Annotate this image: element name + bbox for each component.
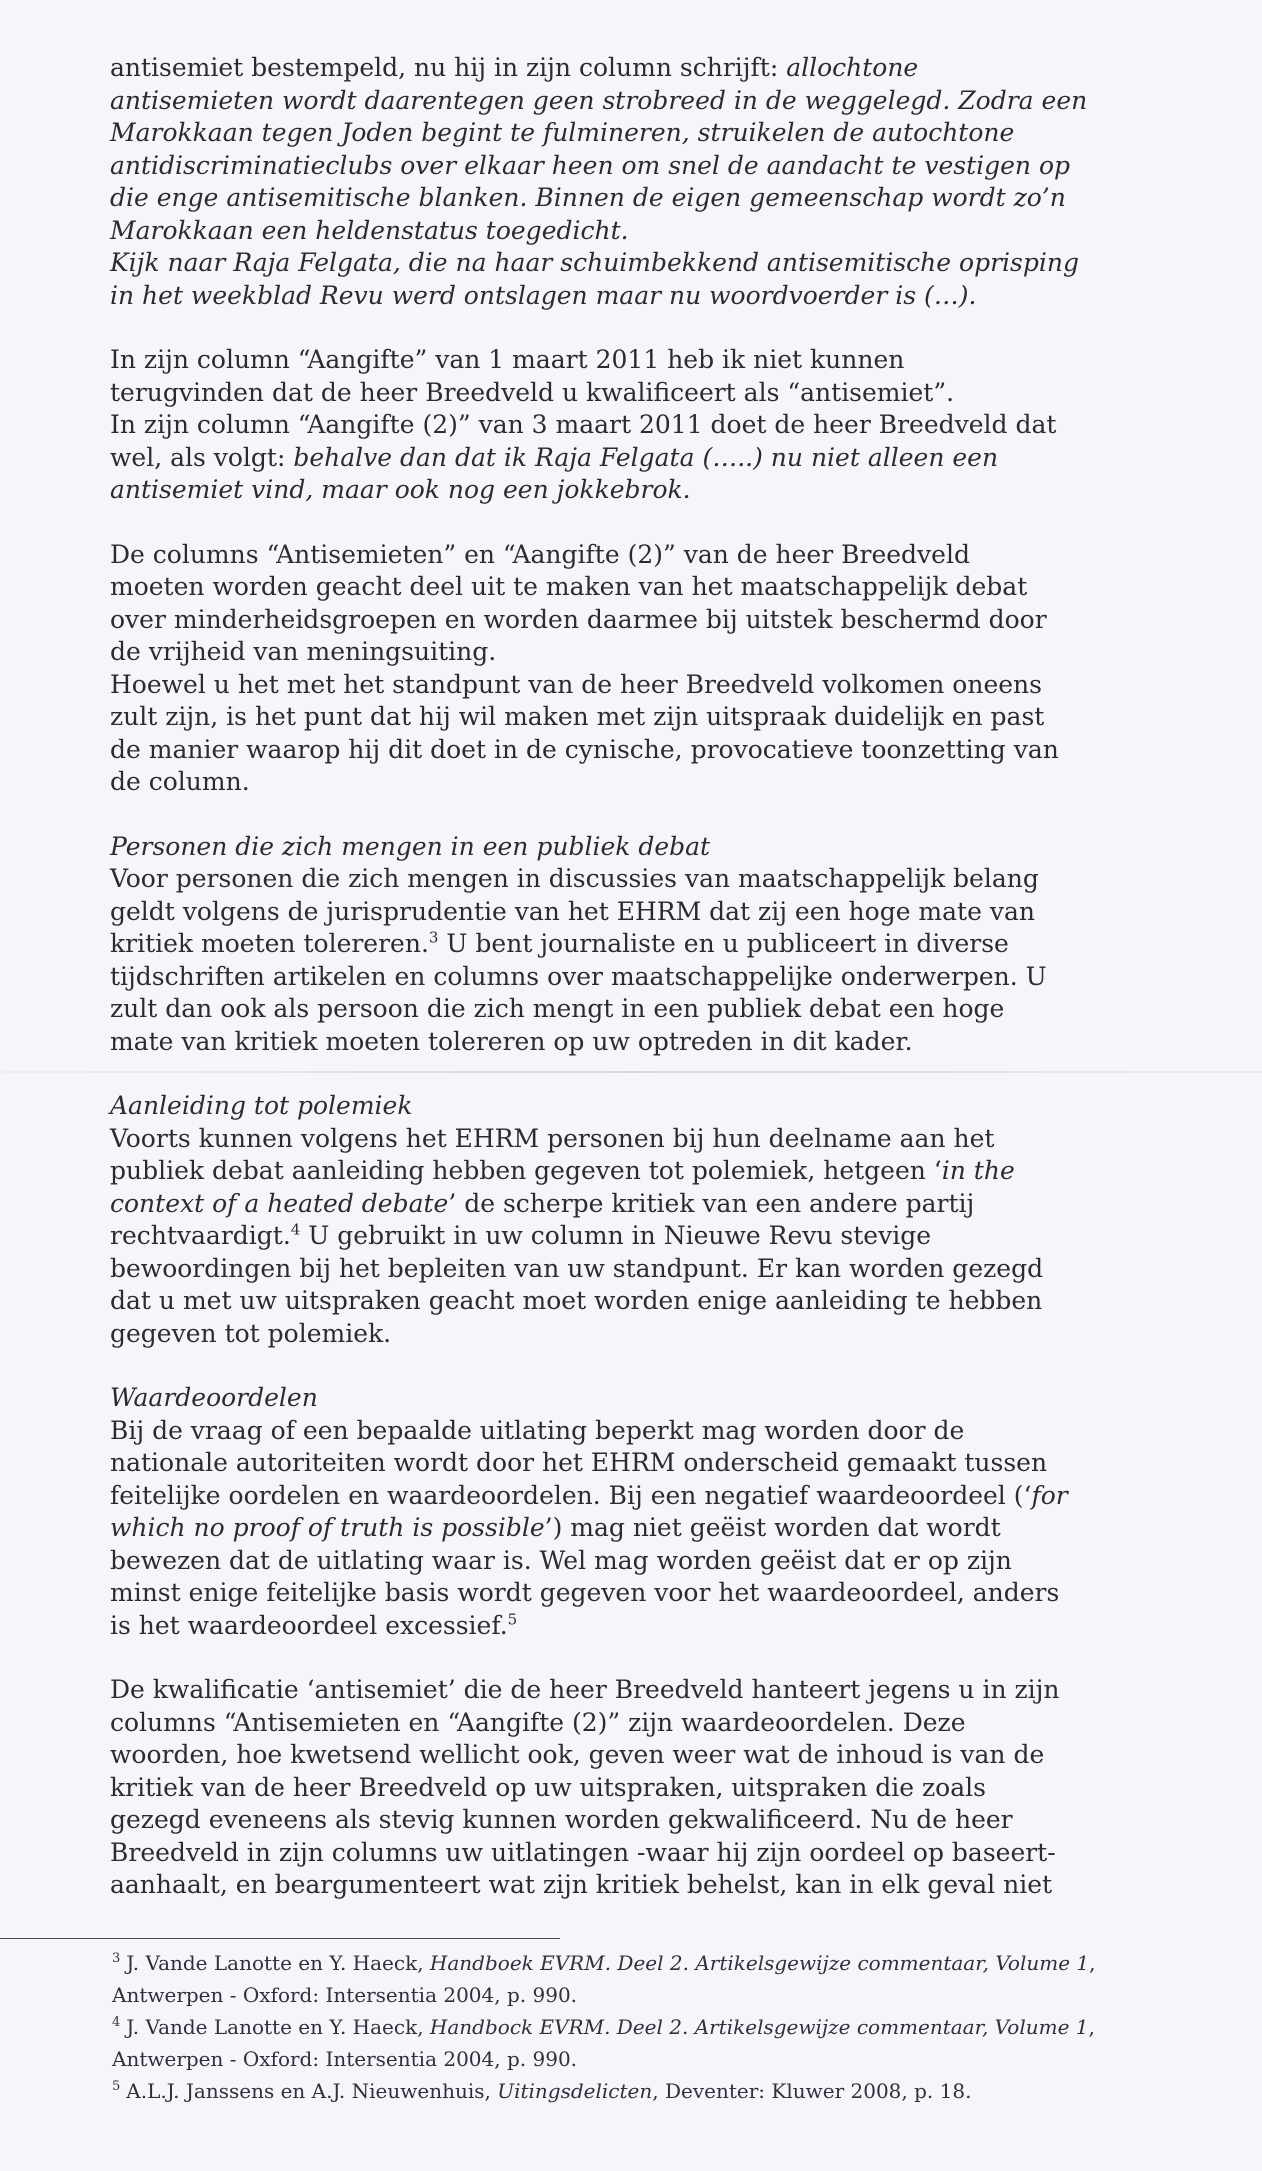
- text-segment: ’ de scherpe kritiek van een andere partij: [448, 1188, 975, 1218]
- text-segment: mate van kritiek moeten tolereren op uw optreden in dit kader.: [110, 1026, 913, 1056]
- text-segment: Voorts kunnen volgens het EHRM personen bij hun deelname aan het: [110, 1123, 995, 1153]
- text-line: [110, 409, 1110, 442]
- text-line: [110, 442, 1110, 475]
- text-line: [110, 1447, 1110, 1480]
- text-segment: terugvinden dat de heer Breedveld u kwalificeert als “antisemiet”.: [110, 377, 955, 407]
- text-line: [110, 377, 1110, 410]
- text-segment: Handboek EVRM. Deel 2. Artikelsgewijze commentaar, Volume 1: [429, 1951, 1090, 1975]
- text-segment: J. Vande Lanotte en Y. Haeck,: [126, 2015, 430, 2039]
- text-line: [110, 1739, 1110, 1772]
- text-segment: In zijn column “Aangifte” van 1 maart 2011 heb ik niet kunnen: [110, 345, 905, 374]
- text-line: [110, 1837, 1110, 1870]
- text-segment: Bij de vraag of een bepaalde uitlating beperkt mag worden door de: [110, 1415, 965, 1445]
- text-segment: gezegd eveneens als stevig kunnen worden gekwalificeerd. Nu de heer: [110, 1805, 1013, 1834]
- text-line: [110, 1804, 1110, 1837]
- text-line: [110, 280, 1110, 313]
- text-line: [110, 928, 1110, 961]
- text-line: [110, 766, 1110, 799]
- text-segment: Personen die zich mengen in een publiek debat: [110, 831, 711, 861]
- text-line: [110, 1318, 1110, 1351]
- text-segment: rechtvaardigt.: [110, 1221, 291, 1250]
- text-line: [110, 863, 1110, 896]
- text-segment: , Deventer: Kluwer 2008, p. 18.: [652, 2079, 972, 2103]
- text-segment: ,: [1089, 1951, 1096, 1975]
- text-line: [110, 636, 1110, 669]
- text-line: [110, 117, 1110, 150]
- text-segment: context of a heated debate: [110, 1188, 449, 1218]
- text-line: [110, 1707, 1110, 1740]
- text-line: [110, 150, 1110, 183]
- text-line: [110, 701, 1110, 734]
- text-segment: Antwerpen - Oxford: Intersentia 2004, p. 990.: [112, 1983, 578, 2007]
- text-line: [110, 669, 1110, 702]
- text-segment: feitelijke oordelen en waardeoordelen. Bij een negatief waardeoordeel (‘: [110, 1480, 1032, 1510]
- text-line: [110, 474, 1110, 507]
- text-segment: antisemiet bestempeld, nu hij in zijn column schrijft:: [110, 53, 787, 82]
- text-line: [110, 247, 1110, 280]
- text-line: [110, 1610, 1110, 1643]
- text-segment: de manier waarop hij dit doet in de cynische, provocatieve toonzetting van: [110, 734, 1059, 764]
- text-segment: Marokkaan een heldenstatus toegedicht.: [110, 215, 629, 245]
- text-line: [110, 1026, 1110, 1059]
- text-segment: A.L.J. Janssens en A.J. Nieuwenhuis,: [126, 2079, 498, 2103]
- text-line: [110, 182, 1110, 215]
- text-segment: nationale autoriteiten wordt door het EHRM onderscheid gemaakt tussen: [110, 1448, 1048, 1477]
- text-segment: wel, als volgt:: [110, 442, 294, 472]
- text-line: [110, 1480, 1110, 1513]
- text-line: [110, 993, 1110, 1026]
- text-segment: publiek debat aanleiding hebben gegeven tot polemiek, hetgeen ‘: [110, 1156, 942, 1185]
- footnote-line: [112, 2076, 1112, 2106]
- text-line: [110, 1512, 1110, 1545]
- text-segment: Uitingsdelicten: [497, 2079, 653, 2103]
- text-line: [110, 1577, 1110, 1610]
- text-segment: De kwalificatie ‘antisemiet’ die de heer Breedveld hanteert jegens u in zijn: [110, 1675, 1060, 1704]
- text-line: [110, 734, 1110, 767]
- text-segment: Kijk naar Raja Felgata, die na haar schuimbekkend antisemitische oprisping: [110, 248, 1079, 277]
- text-segment: tijdschriften artikelen en columns over maatschappelijke onderwerpen. U: [110, 961, 1047, 991]
- footnote-number: 3: [112, 1951, 121, 1967]
- text-line: [110, 1545, 1110, 1578]
- text-line: [110, 961, 1110, 994]
- text-segment: minst enige feitelijke basis wordt gegeven voor het waardeoordeel, anders: [110, 1578, 1060, 1607]
- body-text: [110, 52, 1110, 1902]
- text-segment: kritiek van de heer Breedveld op uw uitspraken, uitspraken die zoals: [110, 1772, 986, 1802]
- text-segment: Waardeoordelen: [110, 1383, 318, 1412]
- text-line: [110, 1090, 1110, 1123]
- text-line: [110, 1382, 1110, 1415]
- text-segment: gegeven tot polemiek.: [110, 1318, 392, 1348]
- text-segment: De columns “Antisemieten” en “Aangifte (2)” van de heer Breedveld: [110, 539, 970, 569]
- text-line: [110, 344, 1110, 377]
- text-segment: Voor personen die zich mengen in discussies van maatschappelijk belang: [110, 864, 1039, 893]
- text-segment: which no proof of truth is possible: [110, 1513, 545, 1542]
- text-segment: behalve dan dat ik Raja Felgata (…..) nu niet alleen een: [293, 442, 999, 472]
- text-line: [110, 1155, 1110, 1188]
- text-segment: bewezen dat de uitlating waar is. Wel mag worden geëist dat er op zijn: [110, 1545, 1012, 1575]
- text-segment: die enge antisemitische blanken. Binnen de eigen gemeenschap wordt zo’n: [110, 183, 1066, 212]
- text-line: [110, 1772, 1110, 1805]
- text-segment: bewoordingen bij het bepleiten van uw standpunt. Er kan worden gezegd: [110, 1253, 1044, 1283]
- paragraph-gap: [110, 1058, 1110, 1090]
- text-segment: dat u met uw uitspraken geacht moet worden enige aanleiding te hebben: [110, 1286, 1043, 1315]
- text-segment: U gebruikt in uw column in Nieuwe Revu stevige: [300, 1221, 932, 1250]
- text-segment: antisemiet vind, maar ook nog een jokkebrok.: [110, 475, 691, 504]
- text-segment: ,: [1088, 2015, 1095, 2039]
- text-segment: allochtone: [786, 53, 919, 82]
- text-line: [110, 539, 1110, 572]
- text-segment: U bent journaliste en u publiceert in diverse: [438, 929, 1009, 958]
- text-segment: antidiscriminatieclubs over elkaar heen om snel de aandacht te vestigen op: [110, 150, 1071, 180]
- text-segment: J. Vande Lanotte en Y. Haeck,: [126, 1951, 430, 1975]
- text-segment: Breedveld in zijn columns uw uitlatingen -waar hij zijn oordeel op baseert-: [110, 1837, 1056, 1867]
- text-segment: columns “Antisemieten en “Aangifte (2)” zijn waardeoordelen. Deze: [110, 1707, 966, 1737]
- text-segment: zult zijn, is het punt dat hij wil maken met zijn uitspraak duidelijk en past: [110, 702, 1045, 731]
- text-line: [110, 831, 1110, 864]
- text-segment: moeten worden geacht deel uit te maken van het maatschappelijk debat: [110, 572, 1028, 601]
- text-segment: antisemieten wordt daarentegen geen strobreed in de weggelegd. Zodra een: [110, 85, 1088, 115]
- paragraph-gap: [110, 507, 1110, 539]
- text-segment: ’) mag niet geëist worden dat wordt: [544, 1513, 1001, 1542]
- text-segment: In zijn column “Aangifte (2)” van 3 maart 2011 doet de heer Breedveld dat: [110, 410, 1057, 439]
- text-line: [110, 52, 1110, 85]
- footnote-number: 5: [112, 2079, 121, 2095]
- text-segment: woorden, hoe kwetsend wellicht ook, geven weer wat de inhoud is van de: [110, 1740, 1045, 1769]
- text-segment: aanhaalt, en beargumenteert wat zijn kritiek behelst, kan in elk geval niet: [110, 1870, 1053, 1899]
- text-segment: in the: [941, 1156, 1015, 1185]
- text-segment: Handbock EVRM. Deel 2. Artikelsgewijze commentaar, Volume 1: [429, 2015, 1089, 2039]
- footnote-line: [112, 2012, 1112, 2042]
- text-segment: de vrijheid van meningsuiting.: [110, 637, 497, 666]
- paragraph-gap: [110, 799, 1110, 831]
- text-line: [110, 896, 1110, 929]
- paragraph-gap: [110, 312, 1110, 344]
- text-line: [110, 1188, 1110, 1221]
- footnote-reference: 3: [428, 928, 439, 947]
- paragraph-gap: [110, 1350, 1110, 1382]
- text-segment: Marokkaan tegen Joden begint te fulmineren, struikelen de autochtone: [110, 118, 1015, 147]
- text-segment: zult dan ook als persoon die zich mengt in een publiek debat een hoge: [110, 994, 1005, 1023]
- footnote-line: [112, 1980, 1112, 2010]
- text-line: [110, 85, 1110, 118]
- text-segment: Antwerpen - Oxford: Intersentia 2004, p. 990.: [112, 2047, 578, 2071]
- text-line: [110, 604, 1110, 637]
- text-line: [110, 571, 1110, 604]
- text-segment: Hoewel u het met het standpunt van de heer Breedveld volkomen oneens: [110, 669, 1042, 699]
- text-segment: geldt volgens de jurisprudentie van het EHRM dat zij een hoge mate van: [110, 896, 1035, 926]
- text-line: [110, 215, 1110, 248]
- text-line: [110, 1674, 1110, 1707]
- text-segment: de column.: [110, 767, 250, 796]
- paragraph-gap: [110, 1642, 1110, 1674]
- text-segment: is het waardeoordeel excessief.: [110, 1610, 508, 1640]
- text-line: [110, 1123, 1110, 1156]
- text-line: [110, 1253, 1110, 1286]
- text-line: [110, 1415, 1110, 1448]
- text-segment: for: [1031, 1480, 1068, 1510]
- text-segment: Aanleiding tot polemiek: [110, 1091, 413, 1120]
- text-line: [110, 1869, 1110, 1902]
- text-segment: over minderheidsgroepen en worden daarmee bij uitstek beschermd door: [110, 604, 1047, 634]
- footnote-line: [112, 2044, 1112, 2074]
- footnote-reference: 4: [290, 1220, 301, 1239]
- text-line: [110, 1285, 1110, 1318]
- footnote-number: 4: [112, 2015, 121, 2031]
- text-line: [110, 1220, 1110, 1253]
- text-segment: kritiek moeten tolereren.: [110, 929, 429, 958]
- footnotes: [112, 1948, 1112, 2108]
- footnote-reference: 5: [507, 1610, 518, 1629]
- footnote-line: [112, 1948, 1112, 1978]
- footnote-separator: [0, 1938, 560, 1939]
- text-segment: in het weekblad Revu werd ontslagen maar nu woordvoerder is (…).: [110, 280, 977, 310]
